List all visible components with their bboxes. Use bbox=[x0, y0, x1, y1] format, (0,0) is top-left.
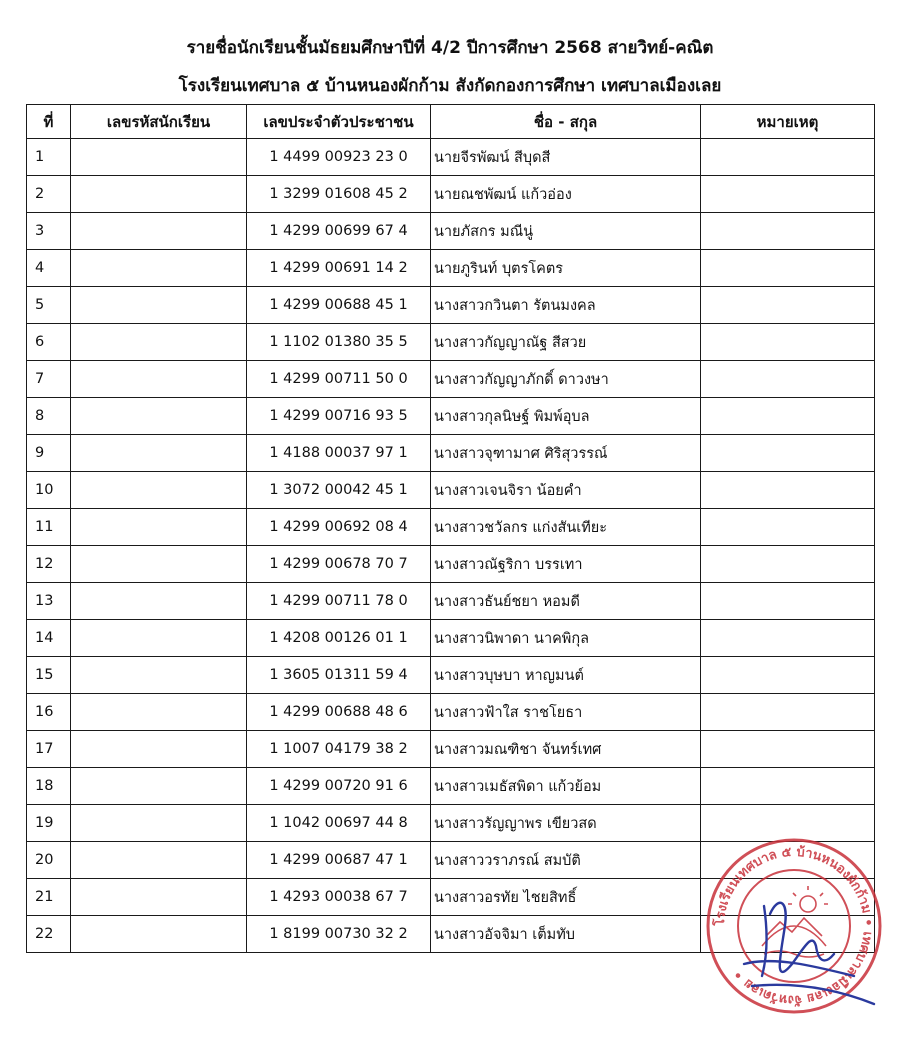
cell-citizen-id: 1 1102 01380 35 5 bbox=[247, 324, 431, 361]
cell-number: 17 bbox=[27, 731, 71, 768]
cell-number: 1 bbox=[27, 139, 71, 176]
cell-remarks bbox=[701, 694, 875, 731]
cell-citizen-id: 1 4208 00126 01 1 bbox=[247, 620, 431, 657]
cell-citizen-id: 1 4299 00691 14 2 bbox=[247, 250, 431, 287]
student-list-table bbox=[26, 104, 875, 953]
cell-full-name: นางสาวอัจจิมา เต็มทับ bbox=[431, 916, 701, 953]
cell-student-code bbox=[71, 620, 247, 657]
cell-full-name: นางสาวรัญญาพร เขียวสด bbox=[431, 805, 701, 842]
cell-citizen-id: 1 4299 00678 70 7 bbox=[247, 546, 431, 583]
header-citizen-id: เลขประจำตัวประชาชน bbox=[247, 105, 431, 139]
cell-number: 9 bbox=[27, 435, 71, 472]
cell-citizen-id: 1 8199 00730 32 2 bbox=[247, 916, 431, 953]
cell-student-code bbox=[71, 805, 247, 842]
cell-remarks bbox=[701, 657, 875, 694]
cell-number: 15 bbox=[27, 657, 71, 694]
cell-student-code bbox=[71, 768, 247, 805]
cell-citizen-id: 1 4299 00699 67 4 bbox=[247, 213, 431, 250]
cell-number: 21 bbox=[27, 879, 71, 916]
cell-full-name: นายณชพัฒน์ แก้วอ่อง bbox=[431, 176, 701, 213]
cell-remarks bbox=[701, 472, 875, 509]
cell-citizen-id: 1 4299 00711 78 0 bbox=[247, 583, 431, 620]
cell-student-code bbox=[71, 731, 247, 768]
cell-full-name: นางสาวอรทัย ไชยสิทธิ์ bbox=[431, 879, 701, 916]
cell-remarks bbox=[701, 768, 875, 805]
cell-student-code bbox=[71, 176, 247, 213]
cell-full-name: นางสาวณัฐริกา บรรเทา bbox=[431, 546, 701, 583]
header-remarks: หมายเหตุ bbox=[701, 105, 875, 139]
cell-citizen-id: 1 4499 00923 23 0 bbox=[247, 139, 431, 176]
cell-full-name: นางสาวชวัลกร แก่งสันเทียะ bbox=[431, 509, 701, 546]
cell-number: 3 bbox=[27, 213, 71, 250]
cell-student-code bbox=[71, 509, 247, 546]
cell-remarks bbox=[701, 509, 875, 546]
cell-remarks bbox=[701, 250, 875, 287]
cell-student-code bbox=[71, 842, 247, 879]
table-header-row bbox=[27, 105, 875, 139]
table-row bbox=[27, 694, 875, 731]
cell-student-code bbox=[71, 546, 247, 583]
cell-student-code bbox=[71, 361, 247, 398]
cell-full-name: นางสาวมณฑิชา จันทร์เทศ bbox=[431, 731, 701, 768]
table-row bbox=[27, 213, 875, 250]
cell-remarks bbox=[701, 213, 875, 250]
cell-full-name: นางสาวเมธัสพิดา แก้วย้อม bbox=[431, 768, 701, 805]
cell-citizen-id: 1 4299 00716 93 5 bbox=[247, 398, 431, 435]
cell-number: 10 bbox=[27, 472, 71, 509]
cell-student-code bbox=[71, 213, 247, 250]
table-row bbox=[27, 731, 875, 768]
cell-citizen-id: 1 3605 01311 59 4 bbox=[247, 657, 431, 694]
cell-student-code bbox=[71, 324, 247, 361]
table-row bbox=[27, 583, 875, 620]
cell-full-name: นางสาวกุลนิษฐ์ พิมพ์อุบล bbox=[431, 398, 701, 435]
cell-student-code bbox=[71, 435, 247, 472]
cell-citizen-id: 1 4299 00692 08 4 bbox=[247, 509, 431, 546]
cell-number: 12 bbox=[27, 546, 71, 583]
cell-citizen-id: 1 4299 00688 45 1 bbox=[247, 287, 431, 324]
table-row bbox=[27, 250, 875, 287]
cell-citizen-id: 1 4299 00688 48 6 bbox=[247, 694, 431, 731]
cell-student-code bbox=[71, 287, 247, 324]
cell-number: 2 bbox=[27, 176, 71, 213]
table-row bbox=[27, 176, 875, 213]
cell-full-name: นางสาวธันย์ชยา หอมดี bbox=[431, 583, 701, 620]
cell-number: 16 bbox=[27, 694, 71, 731]
table-row bbox=[27, 657, 875, 694]
table-row bbox=[27, 324, 875, 361]
cell-remarks bbox=[701, 435, 875, 472]
cell-full-name: นายจีรพัฒน์ สีบุดสี bbox=[431, 139, 701, 176]
cell-number: 11 bbox=[27, 509, 71, 546]
cell-remarks bbox=[701, 139, 875, 176]
cell-full-name: นางสาวจุฑามาศ ศิริสุวรรณ์ bbox=[431, 435, 701, 472]
stamp-ring-text: โรงเรียนเทศบาล ๕ บ้านหนองผักก้าม • เทศบาลเมืองเลย จังหวัดเลย • bbox=[712, 844, 876, 1008]
cell-citizen-id: 1 4188 00037 97 1 bbox=[247, 435, 431, 472]
table-row bbox=[27, 768, 875, 805]
cell-full-name: นายภูรินท์ บุตรโคตร bbox=[431, 250, 701, 287]
cell-student-code bbox=[71, 694, 247, 731]
cell-remarks bbox=[701, 546, 875, 583]
cell-remarks bbox=[701, 583, 875, 620]
cell-remarks bbox=[701, 324, 875, 361]
cell-remarks bbox=[701, 287, 875, 324]
cell-citizen-id: 1 4293 00038 67 7 bbox=[247, 879, 431, 916]
cell-full-name: นางสาววราภรณ์ สมบัติ bbox=[431, 842, 701, 879]
table-body bbox=[27, 139, 875, 953]
table-row bbox=[27, 398, 875, 435]
cell-student-code bbox=[71, 250, 247, 287]
cell-citizen-id: 1 3299 01608 45 2 bbox=[247, 176, 431, 213]
cell-citizen-id: 1 4299 00687 47 1 bbox=[247, 842, 431, 879]
cell-citizen-id: 1 1007 04179 38 2 bbox=[247, 731, 431, 768]
table-row bbox=[27, 509, 875, 546]
cell-student-code bbox=[71, 472, 247, 509]
cell-student-code bbox=[71, 583, 247, 620]
cell-number: 4 bbox=[27, 250, 71, 287]
cell-number: 5 bbox=[27, 287, 71, 324]
table-row bbox=[27, 472, 875, 509]
header-full-name: ชื่อ - สกุล bbox=[431, 105, 701, 139]
cell-citizen-id: 1 1042 00697 44 8 bbox=[247, 805, 431, 842]
cell-remarks bbox=[701, 361, 875, 398]
cell-student-code bbox=[71, 657, 247, 694]
document-subtitle: โรงเรียนเทศบาล ๕ บ้านหนองผักก้าม สังกัดกองการศึกษา เทศบาลเมืองเลย bbox=[178, 76, 722, 96]
cell-number: 14 bbox=[27, 620, 71, 657]
cell-remarks bbox=[701, 731, 875, 768]
cell-number: 8 bbox=[27, 398, 71, 435]
cell-full-name: นางสาวกัญญาณัฐ สีสวย bbox=[431, 324, 701, 361]
cell-number: 18 bbox=[27, 768, 71, 805]
table-row bbox=[27, 435, 875, 472]
table-row bbox=[27, 361, 875, 398]
header-number: ที่ bbox=[27, 105, 71, 139]
cell-full-name: นางสาวกัญญาภักดิ์ ดาวงษา bbox=[431, 361, 701, 398]
cell-student-code bbox=[71, 398, 247, 435]
cell-full-name: นางสาวเจนจิรา น้อยคำ bbox=[431, 472, 701, 509]
cell-number: 22 bbox=[27, 916, 71, 953]
cell-full-name: นางสาวบุษบา หาญมนต์ bbox=[431, 657, 701, 694]
cell-full-name: นายภัสกร มณีนู่ bbox=[431, 213, 701, 250]
cell-student-code bbox=[71, 879, 247, 916]
document-title: รายชื่อนักเรียนชั้นมัธยมศึกษาปีที่ 4/2 ปีการศึกษา 2568 สายวิทย์-คณิต bbox=[186, 38, 714, 58]
table-row bbox=[27, 287, 875, 324]
table-row bbox=[27, 546, 875, 583]
cell-full-name: นางสาวฟ้าใส ราชโยธา bbox=[431, 694, 701, 731]
cell-student-code bbox=[71, 139, 247, 176]
table-row bbox=[27, 139, 875, 176]
cell-citizen-id: 1 3072 00042 45 1 bbox=[247, 472, 431, 509]
header-student-code: เลขรหัสนักเรียน bbox=[71, 105, 247, 139]
cell-remarks bbox=[701, 398, 875, 435]
cell-student-code bbox=[71, 916, 247, 953]
cell-full-name: นางสาวกวินตา รัตนมงคล bbox=[431, 287, 701, 324]
cell-number: 7 bbox=[27, 361, 71, 398]
cell-remarks bbox=[701, 176, 875, 213]
cell-citizen-id: 1 4299 00720 91 6 bbox=[247, 768, 431, 805]
cell-number: 20 bbox=[27, 842, 71, 879]
cell-number: 19 bbox=[27, 805, 71, 842]
cell-full-name: นางสาวนิพาดา นาคพิกุล bbox=[431, 620, 701, 657]
table-row bbox=[27, 620, 875, 657]
cell-number: 13 bbox=[27, 583, 71, 620]
cell-number: 6 bbox=[27, 324, 71, 361]
cell-citizen-id: 1 4299 00711 50 0 bbox=[247, 361, 431, 398]
school-seal-stamp bbox=[704, 836, 884, 1016]
cell-remarks bbox=[701, 620, 875, 657]
